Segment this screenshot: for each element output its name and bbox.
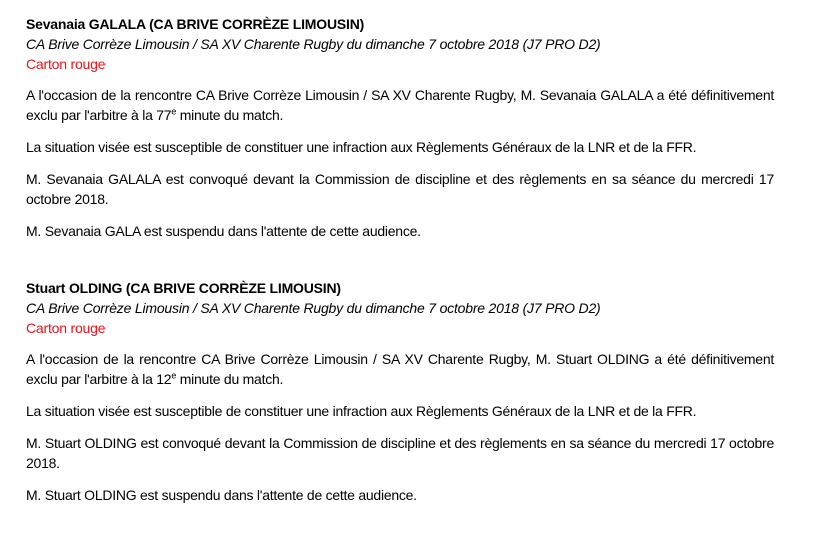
suspension-paragraph: M. Sevanaia GALA est suspendu dans l'attente de cette audience. [26,223,421,239]
player-heading: Stuart OLDING (CA BRIVE CORRÈZE LIMOUSIN) [26,280,341,296]
incident-text: A l'occasion de la rencontre CA Brive Corrèze Limousin / SA XV Charente Rugby, M. Stuart OLDING a été définitivement exclu par l'arbitre à la 12 [26,351,774,387]
decision-olding [26,278,774,505]
match-reference: CA Brive Corrèze Limousin / SA XV Charente Rugby du dimanche 7 octobre 2018 (J7 PRO D2) [26,300,601,316]
match-reference: CA Brive Corrèze Limousin / SA XV Charente Rugby du dimanche 7 octobre 2018 (J7 PRO D2) [26,36,601,52]
sanction-label: Carton rouge [26,320,106,336]
incident-paragraph [26,85,774,125]
infraction-paragraph: La situation visée est susceptible de constituer une infraction aux Règlements Généraux de la LNR et de la FFR. [26,403,697,419]
incident-text-end: minute du match. [176,107,284,123]
player-heading: Sevanaia GALALA (CA BRIVE CORRÈZE LIMOUSIN) [26,16,365,32]
incident-paragraph [26,349,774,389]
incident-text: A l'occasion de la rencontre CA Brive Corrèze Limousin / SA XV Charente Rugby, M. Sevanaia GALALA a été définitivement exclu par l'arbitre à la 77 [26,87,774,123]
decision-galala [26,14,774,241]
incident-text-end: minute du match. [176,371,284,387]
ordinal-suffix: e [171,370,177,381]
infraction-paragraph: La situation visée est susceptible de constituer une infraction aux Règlements Généraux de la LNR et de la FFR. [26,139,697,155]
sanction-label: Carton rouge [26,56,106,72]
ordinal-suffix: e [171,106,177,117]
summons-paragraph: M. Stuart OLDING est convoqué devant la Commission de discipline et des règlements en sa séance du mercredi 17 octobre 2018. [26,435,774,471]
suspension-paragraph: M. Stuart OLDING est suspendu dans l'attente de cette audience. [26,487,417,503]
summons-paragraph: M. Sevanaia GALALA est convoqué devant la Commission de discipline et des règlements en sa séance du mercredi 17 octobre 2018. [26,171,774,207]
disciplinary-notices [26,14,774,505]
